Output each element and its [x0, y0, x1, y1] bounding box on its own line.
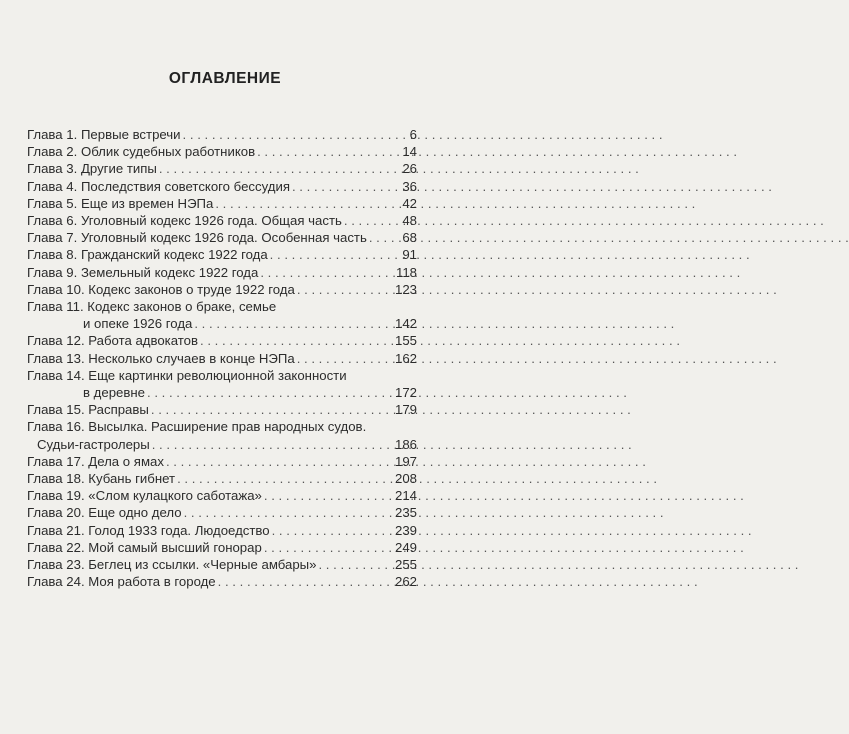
toc-entry-page: 208 — [394, 471, 417, 487]
toc-entry — [27, 195, 417, 212]
toc-entry-title: Глава 13. Несколько случаев в конце НЭПа — [27, 350, 295, 366]
toc-entry — [27, 332, 417, 349]
toc-entry — [27, 246, 417, 263]
toc-entry-title: Глава 3. Другие типы — [27, 161, 157, 177]
toc-entry-page: 118 — [395, 264, 417, 280]
leader-dots — [264, 539, 393, 556]
leader-dots — [264, 487, 393, 504]
toc-entry-title: в деревне — [83, 385, 145, 401]
toc-entry — [27, 298, 417, 332]
toc-entry-page: 6 — [409, 127, 417, 142]
toc-entry — [27, 487, 417, 504]
leader-dots — [292, 178, 400, 195]
toc-entry-page: 262 — [394, 574, 417, 590]
toc-entry-title-line1: Глава 16. Высылка. Расширение прав народных судов. — [27, 419, 367, 435]
leader-dots — [166, 453, 393, 470]
toc-entry-page: 48 — [402, 213, 417, 229]
leader-dots — [260, 264, 394, 281]
toc-entry-title: Глава 22. Мой самый высший гонорар — [27, 539, 262, 555]
toc-entry — [27, 350, 417, 367]
toc-entry-page: 155 — [394, 333, 417, 349]
toc-entry — [27, 367, 417, 401]
leader-dots — [344, 212, 400, 229]
toc-entry-title: Глава 9. Земельный кодекс 1922 года — [27, 264, 259, 280]
leader-dots — [177, 470, 393, 487]
toc-entry-title: Глава 23. Беглец из ссылки. «Черные амбары» — [27, 557, 317, 573]
leader-dots — [147, 384, 393, 401]
toc-entry — [27, 470, 417, 487]
toc-entry — [27, 418, 417, 452]
toc-entry — [27, 229, 417, 246]
toc-entry — [27, 264, 417, 281]
toc-entry-title: Глава 24. Моя работа в городе — [27, 574, 216, 590]
toc-entry-page: 172 — [394, 385, 417, 401]
toc-entry — [27, 401, 417, 418]
leader-dots — [272, 522, 393, 539]
toc-entry — [27, 281, 417, 298]
toc-entry-page: 142 — [394, 316, 417, 332]
toc-entry-title: Глава 18. Кубань гибнет — [27, 471, 176, 487]
toc-entry-page: 123 — [394, 281, 417, 297]
toc-entry-page: 26 — [402, 161, 417, 177]
toc-entry-page: 239 — [394, 522, 417, 538]
toc-entry-title: и опеке 1926 года — [83, 316, 193, 332]
leader-dots — [297, 281, 393, 298]
toc-entry-page: 91 — [402, 247, 417, 263]
toc-entry-page: 36 — [402, 178, 417, 194]
toc-entry-page: 186 — [394, 436, 417, 452]
leader-dots — [183, 126, 408, 143]
leader-dots — [184, 504, 393, 521]
leader-dots — [369, 229, 400, 246]
toc-entry-page: 42 — [402, 195, 417, 211]
toc-entry-page: 235 — [394, 505, 417, 521]
toc-entry-title: Глава 21. Голод 1933 года. Людоедство — [27, 522, 270, 538]
toc-entry-title: Глава 15. Расправы — [27, 402, 149, 418]
toc-entry — [27, 539, 417, 556]
leader-dots — [152, 436, 393, 453]
leader-dots — [159, 160, 400, 177]
leader-dots — [194, 315, 393, 332]
toc-entry-page: 14 — [402, 144, 417, 160]
toc-entry — [27, 212, 417, 229]
leader-dots — [270, 246, 401, 263]
toc-entry — [27, 143, 417, 160]
leader-dots — [318, 556, 393, 573]
toc-entry-title: Глава 12. Работа адвокатов — [27, 333, 199, 349]
toc-entry-page: 197 — [394, 453, 417, 469]
toc-entry-page: 249 — [394, 539, 417, 555]
leader-dots — [297, 350, 393, 367]
toc-entry-page: 179 — [394, 402, 417, 418]
toc-entry-title: Глава 8. Гражданский кодекс 1922 года — [27, 247, 268, 263]
toc-entry-title-line1: Глава 14. Еще картинки революционной законности — [27, 367, 347, 383]
toc-entry-title: Глава 6. Уголовный кодекс 1926 года. Общая часть — [27, 213, 342, 229]
leader-dots — [218, 573, 393, 590]
leader-dots — [200, 332, 393, 349]
toc-entry — [27, 504, 417, 521]
toc-entry — [27, 126, 417, 143]
leader-dots — [257, 143, 400, 160]
toc-entry-title: Глава 20. Еще одно дело — [27, 505, 182, 521]
toc-entry-page: 214 — [394, 488, 417, 504]
toc-entry-title: Глава 19. «Слом кулацкого саботажа» — [27, 488, 262, 504]
toc-entry-title: Судьи-гастролеры — [37, 436, 150, 452]
toc-entry-title: Глава 7. Уголовный кодекс 1926 года. Особенная часть — [27, 230, 367, 246]
leader-dots — [151, 401, 393, 418]
leader-dots — [215, 195, 400, 212]
toc-entry-title: Глава 2. Облик судебных работников — [27, 144, 256, 160]
toc-entry — [27, 453, 417, 470]
table-of-contents — [27, 126, 417, 590]
toc-entry — [27, 178, 417, 195]
page-title: ОГЛАВЛЕНИЕ — [168, 70, 282, 87]
toc-entry-page: 68 — [402, 230, 417, 246]
toc-entry — [27, 160, 417, 177]
toc-entry-title-line1: Глава 11. Кодекс законов о браке, семье — [27, 299, 277, 315]
toc-entry-page: 255 — [394, 557, 417, 573]
toc-entry — [27, 573, 417, 590]
toc-entry-title: Глава 1. Первые встречи — [27, 127, 181, 142]
toc-entry-page: 162 — [394, 350, 417, 366]
toc-entry-title: Глава 5. Еще из времен НЭПа — [27, 195, 214, 211]
toc-entry-title: Глава 10. Кодекс законов о труде 1922 года — [27, 281, 295, 297]
toc-entry — [27, 556, 417, 573]
toc-entry-title: Глава 4. Последствия советского бессудия — [27, 178, 290, 194]
toc-entry — [27, 522, 417, 539]
toc-entry-title: Глава 17. Дела о ямах — [27, 453, 164, 469]
